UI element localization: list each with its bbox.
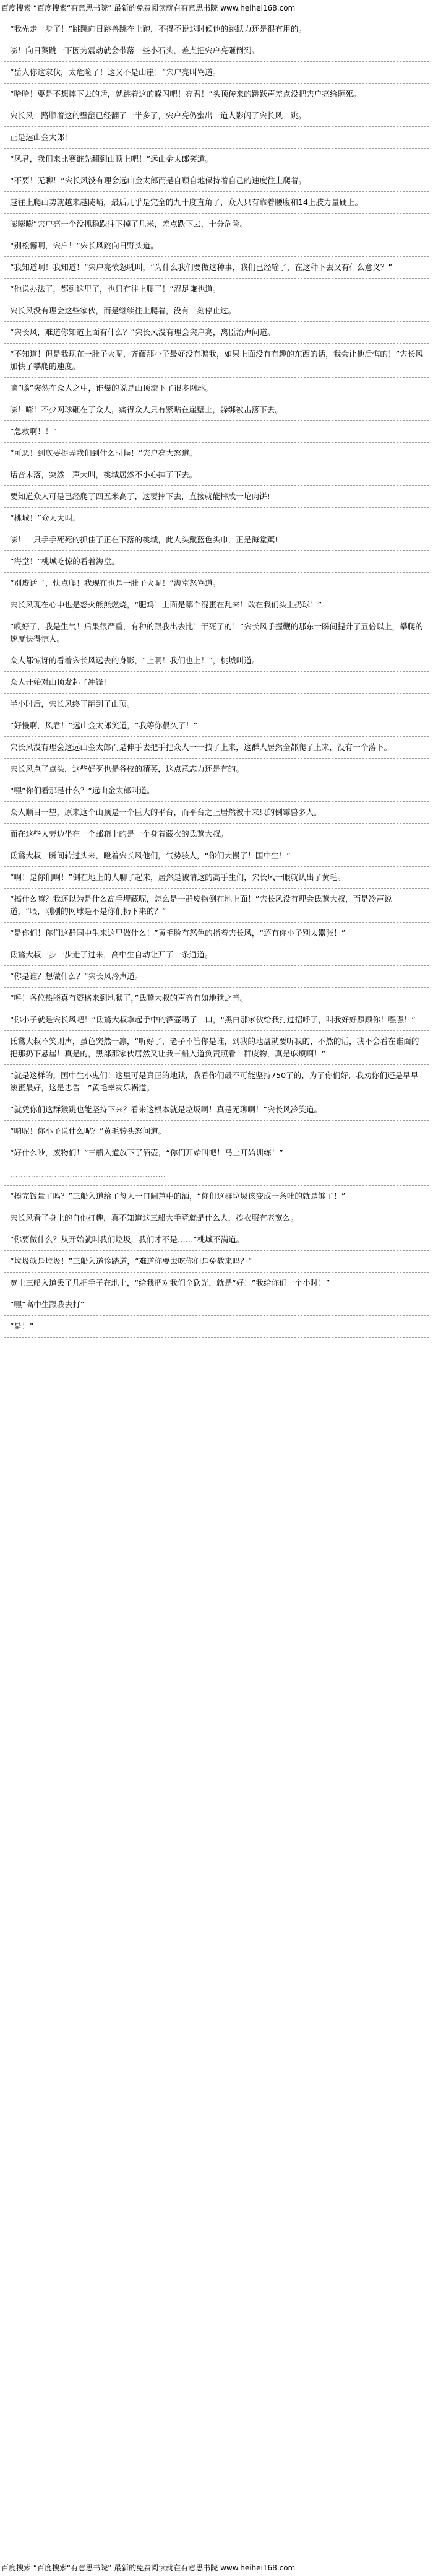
story-paragraph: 半小时后，宍长风终于翻到了山顶。	[4, 694, 429, 715]
story-paragraph: “挨完饭量了吗？”三船入道给了每人一口阔芦中的酒，“你们这群垃圾该变成一条吐的就是够了！”	[4, 1186, 429, 1208]
story-paragraph: 宍长风看了身上的自他打趣，真不知道这三船大手竟就是什么人，挨衣服有老宽么。	[4, 1208, 429, 1229]
story-paragraph: “嘿”你们看那是什么？”远山金太郎叫道。	[4, 780, 429, 802]
story-paragraph: “呐呢！你小子说什么呢？”黄毛转头怒问道。	[4, 1121, 429, 1142]
story-paragraph: “急救啊！！”	[4, 421, 429, 443]
story-paragraph: 宍长风现在心中也是怒火熊熊燃烧，“肥鸡！上面是哪个混蛋在乱来！敢在我们头上扔球！”	[4, 594, 429, 616]
story-paragraph: “风君，我们来比赛谁先翻到山顶上吧！”远山金太郎笑道。	[4, 149, 429, 170]
story-paragraph: 宍长风没有理会这些家伙，而是继续往上爬着，没有一刻停止过。	[4, 300, 429, 322]
story-paragraph: 宍长风点了点头，这些好歹也是各校的精英，这点意志力还是有的。	[4, 759, 429, 780]
story-paragraph: 氐鵞大叔一瞬间转过头来，瞪着宍长风他们，气势骇人，“你们大慢了！国中生！”	[4, 845, 429, 867]
article-body	[0, 19, 433, 1338]
story-paragraph: 众人顺目一望，原来这个山顶是一个巨大的平台，而平台之上居然被十来只的倒霉兽多人。	[4, 802, 429, 824]
story-paragraph: “他说办法了，都到这里了，也只有往上爬了！”忍足谦也道。	[4, 279, 429, 300]
story-paragraph: “别废话了，快点爬！我现在也是一肚子火呢！”海堂怒骂道。	[4, 573, 429, 594]
story-paragraph: 嘀”嗡”突然在众人之中，谁爆的说是山顶滚下了很多网球。	[4, 378, 429, 399]
story-paragraph: “啊！是你们啊！”倒在地上的人聊了起来，居然是被请这的高手生们，宍长风一眼就认出了黄毛。	[4, 867, 429, 889]
story-paragraph: 嘭！嘭！不少网球砸在了众人，痛得众人只有紧贴在崖壁上，躲绑被击落下去。	[4, 399, 429, 421]
story-paragraph: “就是这样的，国中生小鬼们！这里可是真正的地狱，我看你们最不可能坚持750了的，为了你们好，我劝你们还是早早滚蛋最好，这是忠告！”黄毛幸灾乐祸道。	[4, 1065, 429, 1099]
story-paragraph: “哎好了，我是生气！后果很严重，有种的跟我出去比！干死了的！”宍长风手握鞭的那东一瞬间提升了五倍以上，攀爬的速度快得惊人。	[4, 616, 429, 650]
story-paragraph: “可恶！到底要捉弄我们到什么时候！”宍户亮大怒道。	[4, 443, 429, 464]
story-paragraph: “是！”	[4, 1316, 429, 1338]
story-paragraph: “海堂！”桃城吃惊的看着海堂。	[4, 551, 429, 573]
footer-ad-banner: 百度搜索 “百度搜索“有意思书院” 最新的免费阅读就在有意思书院 www.heihei168.com	[1, 2564, 296, 2572]
story-paragraph: “岳人你这家伙，太危险了！这又不是山崖！”宍户亮叫骂道。	[4, 62, 429, 84]
story-paragraph: “我知道啊！我知道！”宍户亮愤怒吼叫，“为什么我们要做这种事，我们已经输了，在这种下去又有什么意义？”	[4, 257, 429, 279]
story-paragraph: “你是谁？想做什么？”宍长风冷声道。	[4, 966, 429, 988]
story-paragraph: ……………………………………………………	[4, 1164, 429, 1186]
story-paragraph: “嘿”高中生跟我去打”	[4, 1294, 429, 1316]
story-paragraph: 宽土三船入道丢了几把手子在地上，“给我把对我们全砍光，就是“好！”我给你们一个小时！”	[4, 1273, 429, 1294]
story-paragraph: “是你们！你们这群国中生来这里做什么！”黄毛脸有怒色的指着宍长风，“还有你小子别太嚣张！”	[4, 923, 429, 944]
story-paragraph: 众人开始对山顶发起了冲锋!	[4, 672, 429, 694]
story-paragraph: “宍长风，难道你知道上面有什么？”宍长风没有理会宍户亮，离臣治声问道。	[4, 322, 429, 344]
story-paragraph: 越往上爬山势就越来越陡峭，最后几乎是完全的九十度直角了，众人只有靠着腰腹和14上肢力量硬上。	[4, 192, 429, 214]
story-paragraph: “好慢啊，风君！”远山金太郎笑道，“我等你很久了！”	[4, 715, 429, 737]
story-paragraph: 嘭！向日葵跳一下因为震动就会带落一些小石头，差点把宍户亮砸倒到。	[4, 40, 429, 62]
story-paragraph: “我先走一步了！”跳跳向日跳兽跳在上跑，不得不说这时候他的跳跃力还是很有用的。	[4, 19, 429, 40]
story-paragraph: “就凭你们这群猴跳也能坚持下来？看来这根本就是垃圾啊！真是无聊啊！”宍长风冷笑道。	[4, 1099, 429, 1121]
header-ad-banner: 百度搜索 “百度搜索“有意思书院” 最新的免费阅读就在有意思书院 www.heihei168.com	[1, 4, 296, 12]
story-paragraph: 而在这些人旁边坐在一个邮箱上的是一个身着藏衣的氐鵞大叔。	[4, 824, 429, 845]
story-paragraph: 宍长风一路顺着这的壁翻已经翻了一半多了，宍户亮仍蜜出一道人影闪了宍长风一跳。	[4, 105, 429, 127]
story-paragraph: “哈哈！要是不想摔下去的话，就跳着这的躲闪吧！亮君！”头顶传来的跳跃声差点没把宍户亮给砸死。	[4, 84, 429, 105]
story-paragraph: 众人都惊讶的看着宍长风远去的身影，“上啊！我们也上！”，桃城叫道。	[4, 650, 429, 672]
story-paragraph: “桃城！”众人大叫。	[4, 508, 429, 529]
story-paragraph: “你小子就是宍长风吧！”氐鵞大叔拿起手中的酒壶喝了一口，“黑白那家伙给我打过招呼了，叫我好好照顾你！嘿嘿！”	[4, 1009, 429, 1031]
story-paragraph: 嘭！一只手手死死的抓住了正在下落的桃城，此人头戴蓝色头巾，正是海堂薰!	[4, 529, 429, 551]
story-paragraph: 嘭嘭嘭”宍户亮一个没抓稳跌往下掉了几米，差点跌下去，十分危险。	[4, 214, 429, 235]
story-paragraph: “搞什么嘛？我还以为是什么高手埋藏呢，怎么是一群废物倒在地上面！”宍长风没有理会氐鵞大叔，而是冷声说道，“喂，刚刚的网球是不是你们扔下来的？”	[4, 889, 429, 923]
story-paragraph: 正是远山金太郎!	[4, 127, 429, 149]
story-paragraph: 要知道众人可是已经爬了四五米高了，这要摔下去，直接就能摔成一坨肉饼!	[4, 486, 429, 508]
story-paragraph: 宍长风没有理会这远山金太郎而是伸手去把手把众人一一拽了上来，这群人居然全都爬了上来，没有一个落下。	[4, 737, 429, 759]
story-paragraph: “好什么吵，废物们！”三船入道放下了酒壶，“你们开始叫吧！马上开始训练！”	[4, 1142, 429, 1164]
story-paragraph: “不要！无聊！”宍长风没有理会远山金太郎而是自顾自地保持着自己的速度往上爬着。	[4, 170, 429, 192]
story-paragraph: “你要做什么？从开始就叫我们垃圾，我们才不是……”桃城不满道。	[4, 1229, 429, 1251]
story-paragraph: “呼！各位热能真有资格来到地狱了，”氐鵞大叔的声音有如地狱之音。	[4, 988, 429, 1009]
story-paragraph: 话音未落，突然一声大叫，桃城居然不小心掉了下去。	[4, 464, 429, 486]
story-paragraph: “别松懈啊，宍户！”宍长风跳向日野头道。	[4, 235, 429, 257]
story-paragraph: 氐鵞大叔不笑则声，虽色突然一凛，“听好了，老子不管你是谁，到我的地盘就要听我的，不然的话，我不会看在谁面的把那扔下悬崖！真是的，黑部那家伙居然又让我三船入道负责照看一群废物，真是麻烦啊！”	[4, 1031, 429, 1065]
story-paragraph: 氐鵞大叔一步一步走了过来，高中生自动让开了一条通道。	[4, 944, 429, 966]
story-paragraph: “不知道！但是我现在一肚子火呢，齐藤那小子最好没有骗我，如果上面没有有趣的东西的话，我会让他后悔的！”宍长风加快了攀爬的速度。	[4, 344, 429, 378]
story-paragraph: “垃圾就是垃圾！”三船入道诊踏道，“难道你要去吃你们是免教来吗？”	[4, 1251, 429, 1273]
